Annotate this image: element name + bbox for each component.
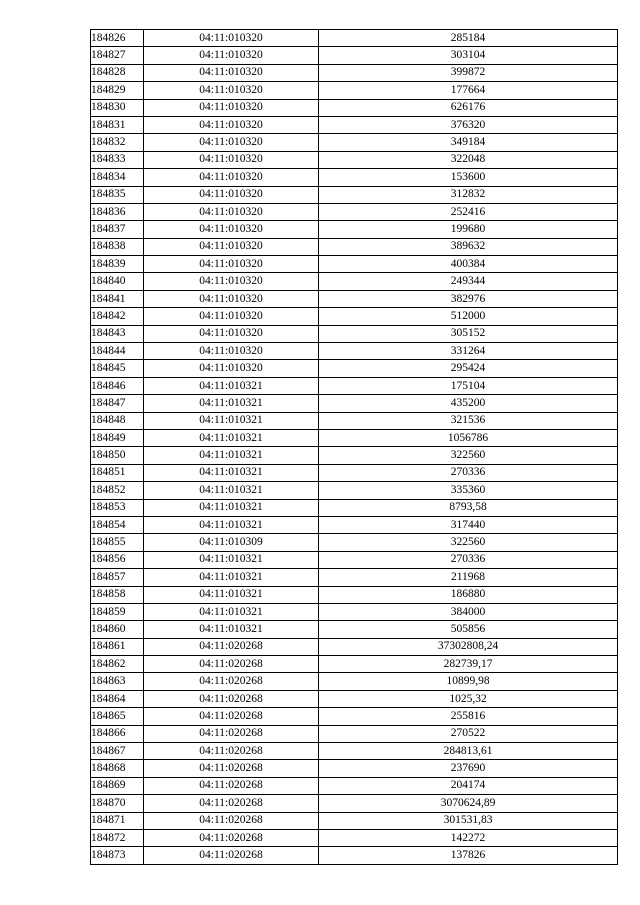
record-id-cell: 184831	[91, 116, 144, 133]
record-id-cell: 184847	[91, 395, 144, 412]
cadastral-code-cell: 04:11:010320	[144, 30, 319, 47]
table-row	[91, 238, 618, 255]
value-cell: 153600	[319, 169, 618, 186]
record-id-cell: 184837	[91, 221, 144, 238]
record-id-cell: 184842	[91, 308, 144, 325]
value-cell: 335360	[319, 482, 618, 499]
record-id-cell: 184848	[91, 412, 144, 429]
table-row	[91, 777, 618, 794]
record-id-cell: 184856	[91, 551, 144, 568]
cadastral-code-cell: 04:11:010320	[144, 360, 319, 377]
cadastral-code-cell: 04:11:010320	[144, 238, 319, 255]
table-row	[91, 203, 618, 220]
cadastral-code-cell: 04:11:010320	[144, 82, 319, 99]
cadastral-code-cell: 04:11:010321	[144, 586, 319, 603]
table-row	[91, 221, 618, 238]
record-id-cell: 184863	[91, 673, 144, 690]
cadastral-code-cell: 04:11:020268	[144, 656, 319, 673]
record-id-cell: 184852	[91, 482, 144, 499]
table-row	[91, 760, 618, 777]
record-id-cell: 184859	[91, 603, 144, 620]
cadastral-code-cell: 04:11:010321	[144, 516, 319, 533]
value-cell: 175104	[319, 377, 618, 394]
cadastral-code-cell: 04:11:010320	[144, 221, 319, 238]
value-cell: 295424	[319, 360, 618, 377]
cadastral-code-cell: 04:11:020268	[144, 760, 319, 777]
value-cell: 199680	[319, 221, 618, 238]
record-id-cell: 184826	[91, 30, 144, 47]
table-row	[91, 169, 618, 186]
table-row	[91, 186, 618, 203]
cadastral-code-cell: 04:11:010321	[144, 447, 319, 464]
table-row	[91, 116, 618, 133]
value-cell: 399872	[319, 64, 618, 81]
record-id-cell: 184865	[91, 708, 144, 725]
data-table	[90, 29, 618, 865]
cadastral-code-cell: 04:11:010321	[144, 377, 319, 394]
table-row	[91, 30, 618, 47]
value-cell: 37302808,24	[319, 638, 618, 655]
cadastral-code-cell: 04:11:010321	[144, 395, 319, 412]
cadastral-code-cell: 04:11:010321	[144, 603, 319, 620]
cadastral-code-cell: 04:11:010321	[144, 499, 319, 516]
record-id-cell: 184868	[91, 760, 144, 777]
value-cell: 321536	[319, 412, 618, 429]
table-row	[91, 569, 618, 586]
cadastral-code-cell: 04:11:010321	[144, 464, 319, 481]
cadastral-code-cell: 04:11:020268	[144, 812, 319, 829]
record-id-cell: 184846	[91, 377, 144, 394]
value-cell: 312832	[319, 186, 618, 203]
cadastral-code-cell: 04:11:010321	[144, 412, 319, 429]
table-row	[91, 325, 618, 342]
value-cell: 322560	[319, 534, 618, 551]
record-id-cell: 184866	[91, 725, 144, 742]
table-row	[91, 656, 618, 673]
record-id-cell: 184853	[91, 499, 144, 516]
record-id-cell: 184872	[91, 829, 144, 846]
value-cell: 137826	[319, 847, 618, 864]
table-row	[91, 290, 618, 307]
table-row	[91, 638, 618, 655]
table-row	[91, 429, 618, 446]
cadastral-code-cell: 04:11:010321	[144, 551, 319, 568]
cadastral-code-cell: 04:11:010320	[144, 256, 319, 273]
value-cell: 8793,58	[319, 499, 618, 516]
value-cell: 389632	[319, 238, 618, 255]
record-id-cell: 184832	[91, 134, 144, 151]
cadastral-code-cell: 04:11:010321	[144, 569, 319, 586]
value-cell: 1056786	[319, 429, 618, 446]
cadastral-code-cell: 04:11:010321	[144, 621, 319, 638]
value-cell: 384000	[319, 603, 618, 620]
value-cell: 284813,61	[319, 743, 618, 760]
table-row	[91, 343, 618, 360]
record-id-cell: 184851	[91, 464, 144, 481]
record-id-cell: 184864	[91, 690, 144, 707]
value-cell: 400384	[319, 256, 618, 273]
record-id-cell: 184849	[91, 429, 144, 446]
table-row	[91, 499, 618, 516]
table-row	[91, 412, 618, 429]
cadastral-code-cell: 04:11:020268	[144, 725, 319, 742]
cadastral-code-cell: 04:11:020268	[144, 743, 319, 760]
table-row	[91, 377, 618, 394]
record-id-cell: 184860	[91, 621, 144, 638]
value-cell: 1025,32	[319, 690, 618, 707]
table-row	[91, 256, 618, 273]
cadastral-code-cell: 04:11:020268	[144, 708, 319, 725]
value-cell: 177664	[319, 82, 618, 99]
cadastral-code-cell: 04:11:020268	[144, 829, 319, 846]
cadastral-code-cell: 04:11:020268	[144, 690, 319, 707]
value-cell: 252416	[319, 203, 618, 220]
table-row	[91, 64, 618, 81]
table-row	[91, 725, 618, 742]
value-cell: 255816	[319, 708, 618, 725]
record-id-cell: 184861	[91, 638, 144, 655]
value-cell: 626176	[319, 99, 618, 116]
record-id-cell: 184829	[91, 82, 144, 99]
record-id-cell: 184873	[91, 847, 144, 864]
cadastral-code-cell: 04:11:010320	[144, 308, 319, 325]
table-row	[91, 273, 618, 290]
record-id-cell: 184867	[91, 743, 144, 760]
value-cell: 317440	[319, 516, 618, 533]
cadastral-code-cell: 04:11:020268	[144, 847, 319, 864]
cadastral-code-cell: 04:11:010320	[144, 186, 319, 203]
record-id-cell: 184835	[91, 186, 144, 203]
value-cell: 349184	[319, 134, 618, 151]
table-row	[91, 673, 618, 690]
record-id-cell: 184850	[91, 447, 144, 464]
record-id-cell: 184855	[91, 534, 144, 551]
table-body	[91, 30, 618, 865]
value-cell: 270336	[319, 464, 618, 481]
value-cell: 331264	[319, 343, 618, 360]
record-id-cell: 184830	[91, 99, 144, 116]
table-row	[91, 99, 618, 116]
table-row	[91, 743, 618, 760]
table-row	[91, 516, 618, 533]
value-cell: 305152	[319, 325, 618, 342]
record-id-cell: 184854	[91, 516, 144, 533]
cadastral-code-cell: 04:11:020268	[144, 777, 319, 794]
record-id-cell: 184869	[91, 777, 144, 794]
value-cell: 301531,83	[319, 812, 618, 829]
value-cell: 211968	[319, 569, 618, 586]
record-id-cell: 184871	[91, 812, 144, 829]
cadastral-code-cell: 04:11:010320	[144, 343, 319, 360]
value-cell: 376320	[319, 116, 618, 133]
cadastral-code-cell: 04:11:010320	[144, 134, 319, 151]
cadastral-code-cell: 04:11:010321	[144, 429, 319, 446]
record-id-cell: 184844	[91, 343, 144, 360]
record-id-cell: 184845	[91, 360, 144, 377]
table-row	[91, 534, 618, 551]
table-row	[91, 586, 618, 603]
value-cell: 270522	[319, 725, 618, 742]
table-row	[91, 603, 618, 620]
value-cell: 270336	[319, 551, 618, 568]
record-id-cell: 184843	[91, 325, 144, 342]
cadastral-code-cell: 04:11:010321	[144, 482, 319, 499]
record-id-cell: 184839	[91, 256, 144, 273]
cadastral-code-cell: 04:11:010320	[144, 273, 319, 290]
value-cell: 249344	[319, 273, 618, 290]
cadastral-code-cell: 04:11:010320	[144, 116, 319, 133]
table-row	[91, 847, 618, 864]
table-row	[91, 308, 618, 325]
record-id-cell: 184870	[91, 795, 144, 812]
cadastral-code-cell: 04:11:010320	[144, 99, 319, 116]
table-row	[91, 812, 618, 829]
value-cell: 322048	[319, 151, 618, 168]
value-cell: 204174	[319, 777, 618, 794]
value-cell: 435200	[319, 395, 618, 412]
record-id-cell: 184840	[91, 273, 144, 290]
table-row	[91, 82, 618, 99]
cadastral-code-cell: 04:11:010320	[144, 47, 319, 64]
record-id-cell: 184827	[91, 47, 144, 64]
value-cell: 322560	[319, 447, 618, 464]
value-cell: 3070624,89	[319, 795, 618, 812]
table-row	[91, 551, 618, 568]
value-cell: 142272	[319, 829, 618, 846]
table-row	[91, 47, 618, 64]
table-row	[91, 795, 618, 812]
record-id-cell: 184836	[91, 203, 144, 220]
table-row	[91, 134, 618, 151]
table-row	[91, 151, 618, 168]
record-id-cell: 184841	[91, 290, 144, 307]
cadastral-code-cell: 04:11:010309	[144, 534, 319, 551]
table-row	[91, 360, 618, 377]
value-cell: 285184	[319, 30, 618, 47]
value-cell: 282739,17	[319, 656, 618, 673]
table-row	[91, 690, 618, 707]
cadastral-code-cell: 04:11:010320	[144, 325, 319, 342]
record-id-cell: 184828	[91, 64, 144, 81]
cadastral-code-cell: 04:11:010320	[144, 290, 319, 307]
cadastral-code-cell: 04:11:010320	[144, 151, 319, 168]
table-row	[91, 395, 618, 412]
table-row	[91, 708, 618, 725]
table-row	[91, 829, 618, 846]
value-cell: 186880	[319, 586, 618, 603]
value-cell: 237690	[319, 760, 618, 777]
value-cell: 505856	[319, 621, 618, 638]
cadastral-code-cell: 04:11:020268	[144, 795, 319, 812]
cadastral-code-cell: 04:11:020268	[144, 638, 319, 655]
cadastral-code-cell: 04:11:010320	[144, 169, 319, 186]
table-row	[91, 621, 618, 638]
table-row	[91, 464, 618, 481]
table-row	[91, 482, 618, 499]
cadastral-code-cell: 04:11:010320	[144, 64, 319, 81]
table-row	[91, 447, 618, 464]
value-cell: 10899,98	[319, 673, 618, 690]
record-id-cell: 184833	[91, 151, 144, 168]
record-id-cell: 184838	[91, 238, 144, 255]
record-id-cell: 184834	[91, 169, 144, 186]
cadastral-code-cell: 04:11:020268	[144, 673, 319, 690]
record-id-cell: 184857	[91, 569, 144, 586]
value-cell: 382976	[319, 290, 618, 307]
cadastral-code-cell: 04:11:010320	[144, 203, 319, 220]
record-id-cell: 184862	[91, 656, 144, 673]
value-cell: 303104	[319, 47, 618, 64]
value-cell: 512000	[319, 308, 618, 325]
record-id-cell: 184858	[91, 586, 144, 603]
